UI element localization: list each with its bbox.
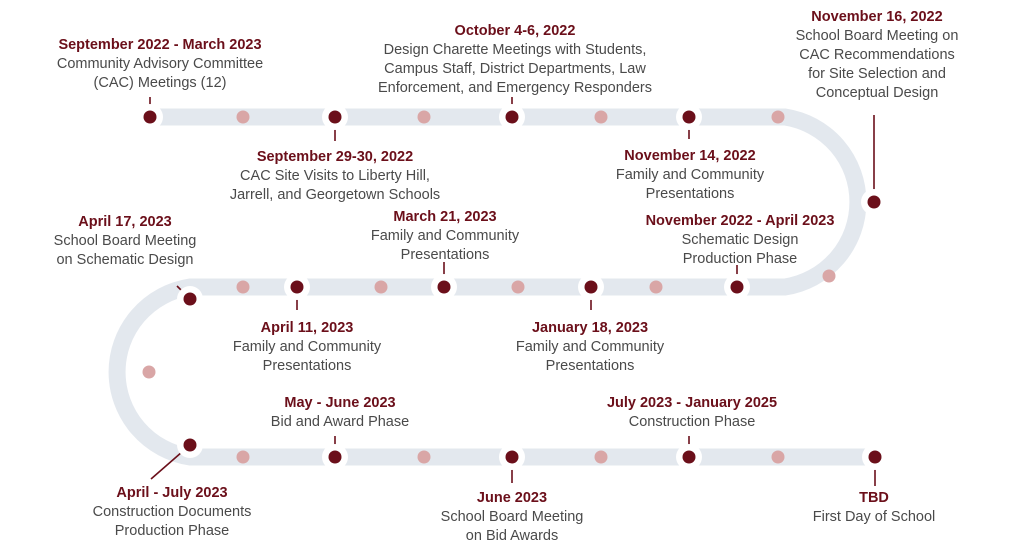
- milestone-marker: [868, 196, 881, 209]
- milestone-marker: [329, 111, 342, 124]
- milestone-8: [207, 319, 407, 376]
- milestone-3: [590, 147, 790, 204]
- minor-dot: [237, 281, 250, 294]
- milestone-marker: [506, 451, 519, 464]
- milestone-7: [345, 208, 545, 265]
- milestone-text: Community Advisory Committee (CAC) Meetings (12): [56, 56, 264, 91]
- minor-dot: [650, 281, 663, 294]
- minor-dot: [772, 451, 785, 464]
- milestone-date: March 21, 2023: [393, 209, 497, 225]
- milestone-marker: [184, 293, 197, 306]
- minor-dot: [237, 111, 250, 124]
- milestone-marker: [184, 439, 197, 452]
- milestone-text: School Board Meeting on CAC Recommendations for Site Selection and Conceptual Design: [795, 28, 959, 101]
- milestone-11: [240, 394, 440, 432]
- milestone-date: June 2023: [476, 490, 548, 506]
- minor-dot: [823, 270, 836, 283]
- milestone-date: September 2022 - March 2023: [58, 37, 262, 53]
- milestone-marker: [683, 451, 696, 464]
- milestone-text: Family and Community Presentations: [232, 339, 382, 374]
- milestone-date: October 4-6, 2022: [454, 23, 576, 39]
- minor-dot: [418, 451, 431, 464]
- milestone-13: [572, 394, 812, 432]
- milestone-date: April 17, 2023: [78, 214, 172, 230]
- milestone-text: Construction Documents Production Phase: [92, 504, 252, 539]
- milestone-marker: [438, 281, 451, 294]
- milestone-text: Family and Community Presentations: [370, 228, 520, 263]
- milestone-date: TBD: [859, 490, 889, 506]
- milestone-date: November 16, 2022: [811, 9, 943, 25]
- milestone-date: April - July 2023: [116, 485, 228, 501]
- milestone-marker: [585, 281, 598, 294]
- milestone-14: [792, 489, 956, 527]
- milestone-1: [205, 148, 465, 205]
- milestone-date: November 2022 - April 2023: [645, 213, 835, 229]
- milestone-marker: [329, 451, 342, 464]
- milestone-marker: [869, 451, 882, 464]
- milestone-marker: [144, 111, 157, 124]
- milestone-date: May - June 2023: [284, 395, 396, 411]
- milestone-marker: [506, 111, 519, 124]
- milestone-6: [490, 319, 690, 376]
- milestone-12: [412, 489, 612, 546]
- milestone-text: School Board Meeting on Bid Awards: [440, 509, 584, 544]
- milestone-text: Family and Community Presentations: [615, 167, 765, 202]
- minor-dot: [595, 451, 608, 464]
- milestone-text: Schematic Design Production Phase: [681, 232, 799, 267]
- milestone-text: First Day of School: [812, 509, 936, 525]
- milestone-date: April 11, 2023: [260, 320, 354, 336]
- minor-dot: [595, 111, 608, 124]
- milestone-marker: [291, 281, 304, 294]
- milestone-text: Bid and Award Phase: [270, 414, 410, 430]
- minor-dot: [512, 281, 525, 294]
- milestone-text: Design Charette Meetings with Students, Campus Staff, District Departments, Law Enforcement, and Emergency Responders: [377, 42, 653, 96]
- milestone-text: CAC Site Visits to Liberty Hill, Jarrell, and Georgetown Schools: [229, 168, 441, 203]
- minor-dot: [418, 111, 431, 124]
- minor-dot: [237, 451, 250, 464]
- milestone-text: Family and Community Presentations: [515, 339, 665, 374]
- milestone-5: [620, 212, 860, 269]
- milestone-text: School Board Meeting on Schematic Design: [53, 233, 197, 268]
- milestone-date: January 18, 2023: [531, 320, 649, 336]
- milestone-date: November 14, 2022: [624, 148, 756, 164]
- milestone-text: Construction Phase: [628, 414, 756, 430]
- milestone-0: [30, 36, 290, 93]
- milestone-9: [25, 213, 225, 270]
- minor-dot: [375, 281, 388, 294]
- milestone-date: September 29-30, 2022: [256, 149, 414, 165]
- milestone-10: [62, 484, 282, 541]
- milestone-marker: [683, 111, 696, 124]
- milestone-date: July 2023 - January 2025: [606, 395, 778, 411]
- milestone-marker: [731, 281, 744, 294]
- minor-dot: [143, 366, 156, 379]
- milestone-2: [345, 22, 685, 98]
- milestone-4: [772, 8, 982, 103]
- minor-dot: [772, 111, 785, 124]
